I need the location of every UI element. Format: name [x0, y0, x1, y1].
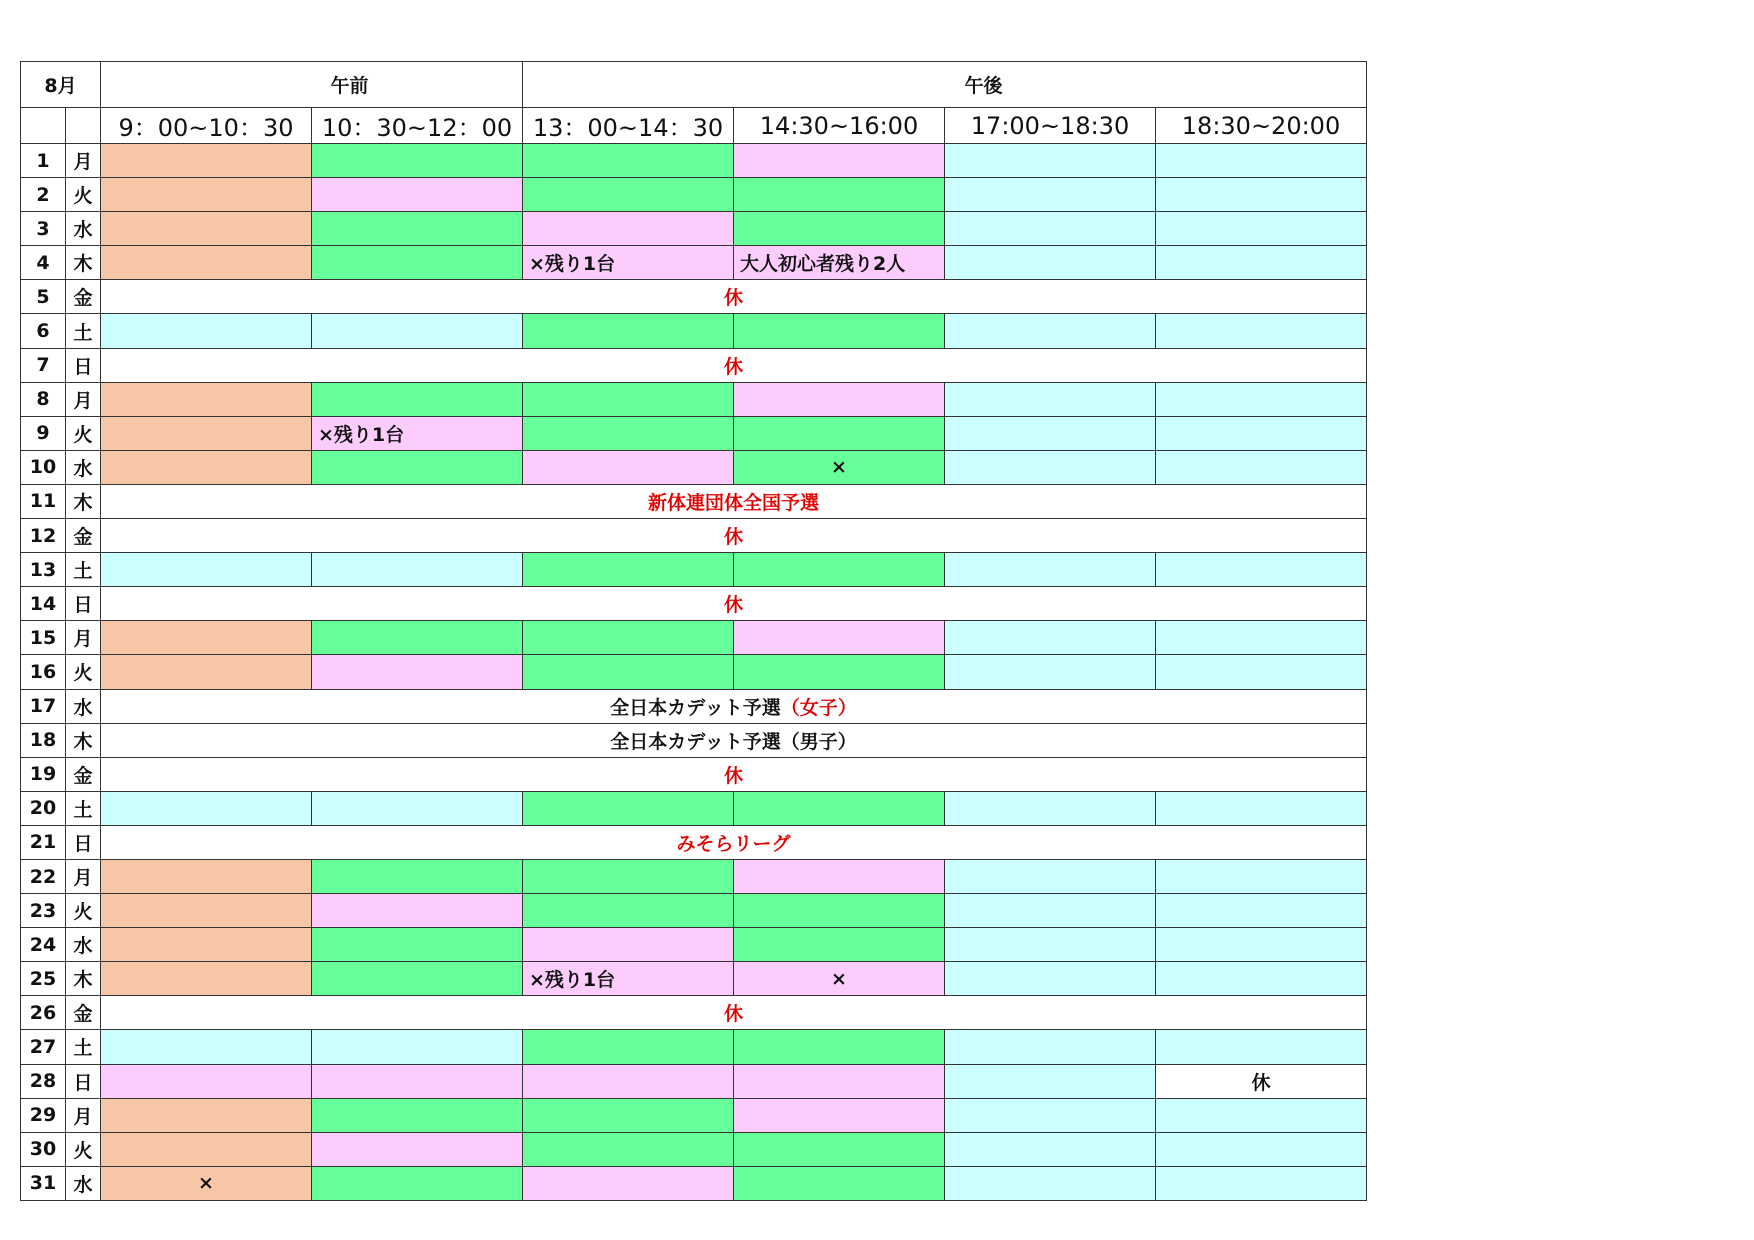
slot-cell	[523, 1098, 734, 1132]
slot-cell	[734, 144, 945, 178]
slot-cell	[523, 1166, 734, 1200]
slot-cell	[734, 416, 945, 450]
slot-cell	[1156, 178, 1367, 212]
day-row	[21, 1064, 1367, 1098]
weekday: 木	[66, 246, 101, 280]
slot-cell	[945, 1030, 1156, 1064]
slot-cell	[734, 1030, 945, 1064]
day-number: 3	[21, 212, 66, 246]
slot-cell	[945, 791, 1156, 825]
day-row	[21, 962, 1367, 996]
slot-cell	[523, 382, 734, 416]
slot-cell	[945, 1132, 1156, 1166]
day-note-text: 全日本カデット予選（男子）	[610, 730, 857, 753]
day-row	[21, 1098, 1367, 1132]
slot-cell	[945, 859, 1156, 893]
day-number: 23	[21, 894, 66, 928]
weekday: 月	[66, 621, 101, 655]
slot-cell	[312, 655, 523, 689]
slot-cell	[312, 144, 523, 178]
day-note	[101, 348, 1367, 382]
day-number: 22	[21, 859, 66, 893]
weekday: 月	[66, 144, 101, 178]
day-number: 1	[21, 144, 66, 178]
slot-cell	[523, 655, 734, 689]
slot-cell	[1156, 553, 1367, 587]
time-slot-header: 17:00~18:30	[945, 108, 1156, 144]
day-number: 28	[21, 1064, 66, 1098]
day-number: 15	[21, 621, 66, 655]
slot-cell	[312, 1166, 523, 1200]
slot-cell	[1156, 962, 1367, 996]
slot-cell	[523, 416, 734, 450]
slot-cell	[523, 144, 734, 178]
slot-cell	[523, 791, 734, 825]
day-row	[21, 655, 1367, 689]
slot-cell	[734, 791, 945, 825]
day-row	[21, 416, 1367, 450]
slot-cell	[1156, 1098, 1367, 1132]
slot-cell	[734, 1166, 945, 1200]
day-number: 11	[21, 484, 66, 518]
slot-cell	[945, 416, 1156, 450]
slot-cell	[945, 621, 1156, 655]
day-note	[101, 996, 1367, 1030]
slot-cell	[734, 894, 945, 928]
slot-cell	[101, 859, 312, 893]
slot-cell	[734, 859, 945, 893]
day-note-text: 新体連団体全国予選	[647, 491, 819, 514]
slot-cell	[1156, 791, 1367, 825]
slot-cell: ×	[734, 962, 945, 996]
day-row	[21, 484, 1367, 518]
slot-cell: ×残り1台	[523, 962, 734, 996]
time-slot-header-row	[21, 108, 1367, 144]
day-row	[21, 1030, 1367, 1064]
slot-cell	[734, 382, 945, 416]
day-note	[101, 484, 1367, 518]
slot-cell	[523, 1064, 734, 1098]
slot-cell	[312, 553, 523, 587]
slot-cell	[1156, 655, 1367, 689]
slot-cell	[1156, 212, 1367, 246]
slot-cell	[1156, 928, 1367, 962]
slot-cell	[101, 212, 312, 246]
slot-cell: 休	[1156, 1064, 1367, 1098]
slot-cell	[312, 621, 523, 655]
weekday: 水	[66, 212, 101, 246]
day-row	[21, 314, 1367, 348]
weekday: 日	[66, 587, 101, 621]
weekday: 水	[66, 450, 101, 484]
day-number: 9	[21, 416, 66, 450]
slot-cell	[312, 246, 523, 280]
day-number: 16	[21, 655, 66, 689]
slot-cell	[734, 1064, 945, 1098]
slot-cell	[312, 928, 523, 962]
weekday: 月	[66, 382, 101, 416]
day-number: 27	[21, 1030, 66, 1064]
day-number: 13	[21, 553, 66, 587]
slot-cell	[734, 178, 945, 212]
time-slot-header: 10：30~12：00	[312, 108, 523, 144]
time-slot-header: 18:30~20:00	[1156, 108, 1367, 144]
weekday: 日	[66, 825, 101, 859]
am-label: 午前	[101, 62, 523, 108]
day-number: 6	[21, 314, 66, 348]
slot-cell	[945, 655, 1156, 689]
slot-cell: 大人初心者残り2人	[734, 246, 945, 280]
day-row	[21, 825, 1367, 859]
slot-cell	[734, 621, 945, 655]
day-row	[21, 996, 1367, 1030]
day-number: 8	[21, 382, 66, 416]
slot-cell	[1156, 246, 1367, 280]
day-row	[21, 553, 1367, 587]
day-row	[21, 621, 1367, 655]
slot-cell	[101, 416, 312, 450]
weekday: 水	[66, 1166, 101, 1200]
weekday: 金	[66, 996, 101, 1030]
weekday: 土	[66, 553, 101, 587]
day-row	[21, 1166, 1367, 1200]
day-row	[21, 144, 1367, 178]
day-row	[21, 1132, 1367, 1166]
slot-cell	[101, 894, 312, 928]
date-col-header	[21, 108, 66, 144]
slot-cell	[523, 450, 734, 484]
day-row	[21, 689, 1367, 723]
slot-cell	[523, 894, 734, 928]
slot-cell	[101, 655, 312, 689]
day-row	[21, 348, 1367, 382]
slot-cell	[101, 621, 312, 655]
slot-cell	[1156, 894, 1367, 928]
day-row	[21, 382, 1367, 416]
slot-cell	[1156, 314, 1367, 348]
day-number: 26	[21, 996, 66, 1030]
slot-cell	[945, 382, 1156, 416]
slot-cell	[945, 1064, 1156, 1098]
day-number: 29	[21, 1098, 66, 1132]
slot-cell	[523, 928, 734, 962]
slot-cell	[312, 1098, 523, 1132]
day-number: 17	[21, 689, 66, 723]
day-number: 25	[21, 962, 66, 996]
slot-cell	[945, 178, 1156, 212]
slot-cell	[312, 1064, 523, 1098]
slot-cell	[945, 928, 1156, 962]
slot-cell	[734, 1132, 945, 1166]
slot-cell	[101, 1132, 312, 1166]
slot-cell	[523, 178, 734, 212]
slot-cell	[101, 928, 312, 962]
weekday: 金	[66, 519, 101, 553]
weekday: 土	[66, 791, 101, 825]
slot-cell	[1156, 416, 1367, 450]
day-note	[101, 280, 1367, 314]
weekday: 金	[66, 280, 101, 314]
slot-cell	[312, 382, 523, 416]
day-number: 18	[21, 723, 66, 757]
schedule-table	[20, 61, 1367, 1201]
day-row	[21, 519, 1367, 553]
slot-cell	[523, 212, 734, 246]
slot-cell	[945, 314, 1156, 348]
weekday: 金	[66, 757, 101, 791]
day-number: 31	[21, 1166, 66, 1200]
slot-cell	[1156, 621, 1367, 655]
slot-cell	[312, 791, 523, 825]
day-note	[101, 689, 1367, 723]
weekday-col-header	[66, 108, 101, 144]
slot-cell	[734, 928, 945, 962]
slot-cell	[101, 1030, 312, 1064]
weekday: 火	[66, 178, 101, 212]
slot-cell	[734, 655, 945, 689]
day-number: 20	[21, 791, 66, 825]
slot-cell	[945, 212, 1156, 246]
slot-cell: ×	[734, 450, 945, 484]
day-row	[21, 928, 1367, 962]
time-slot-header: 9：00~10：30	[101, 108, 312, 144]
slot-cell	[523, 1030, 734, 1064]
day-note	[101, 825, 1367, 859]
slot-cell	[101, 382, 312, 416]
weekday: 月	[66, 1098, 101, 1132]
day-note-text: 休	[723, 1003, 743, 1026]
weekday: 木	[66, 723, 101, 757]
slot-cell	[1156, 859, 1367, 893]
weekday: 木	[66, 962, 101, 996]
day-number: 5	[21, 280, 66, 314]
weekday: 火	[66, 1132, 101, 1166]
slot-cell	[101, 553, 312, 587]
slot-cell	[312, 314, 523, 348]
slot-cell: ×残り1台	[523, 246, 734, 280]
slot-cell	[734, 1098, 945, 1132]
day-note-text: 休	[723, 526, 743, 549]
time-slot-header: 14:30~16:00	[734, 108, 945, 144]
day-row	[21, 723, 1367, 757]
slot-cell	[101, 1098, 312, 1132]
day-number: 12	[21, 519, 66, 553]
slot-cell	[101, 178, 312, 212]
day-row	[21, 178, 1367, 212]
slot-cell	[1156, 1030, 1367, 1064]
slot-cell	[1156, 144, 1367, 178]
day-row	[21, 859, 1367, 893]
day-note-text: 休	[723, 764, 743, 787]
slot-cell	[101, 450, 312, 484]
slot-cell	[1156, 1132, 1367, 1166]
slot-cell	[312, 962, 523, 996]
day-note-text: 休	[723, 355, 743, 378]
slot-cell	[1156, 450, 1367, 484]
weekday: 火	[66, 655, 101, 689]
day-note	[101, 587, 1367, 621]
weekday: 月	[66, 859, 101, 893]
weekday: 木	[66, 484, 101, 518]
time-slot-header: 13：00~14：30	[523, 108, 734, 144]
slot-cell	[312, 178, 523, 212]
weekday: 日	[66, 1064, 101, 1098]
day-row	[21, 246, 1367, 280]
day-number: 10	[21, 450, 66, 484]
day-number: 14	[21, 587, 66, 621]
slot-cell	[734, 314, 945, 348]
slot-cell	[312, 1030, 523, 1064]
slot-cell	[1156, 1166, 1367, 1200]
weekday: 水	[66, 689, 101, 723]
slot-cell	[101, 246, 312, 280]
day-note-text: 休	[723, 287, 743, 310]
slot-cell: ×	[101, 1166, 312, 1200]
slot-cell	[312, 859, 523, 893]
day-number: 4	[21, 246, 66, 280]
slot-cell	[523, 1132, 734, 1166]
period-header-row	[21, 62, 1367, 108]
slot-cell	[945, 1098, 1156, 1132]
weekday: 日	[66, 348, 101, 382]
day-note	[101, 723, 1367, 757]
weekday: 火	[66, 416, 101, 450]
slot-cell	[945, 962, 1156, 996]
pm-label: 午後	[523, 62, 1367, 108]
weekday: 火	[66, 894, 101, 928]
day-row	[21, 791, 1367, 825]
slot-cell	[101, 791, 312, 825]
day-number: 19	[21, 757, 66, 791]
slot-cell	[945, 1166, 1156, 1200]
day-number: 24	[21, 928, 66, 962]
day-number: 7	[21, 348, 66, 382]
weekday: 土	[66, 314, 101, 348]
day-row	[21, 587, 1367, 621]
day-row	[21, 212, 1367, 246]
slot-cell	[101, 962, 312, 996]
day-row	[21, 450, 1367, 484]
day-note	[101, 519, 1367, 553]
day-number: 30	[21, 1132, 66, 1166]
month-label: 8月	[21, 62, 101, 108]
day-row	[21, 280, 1367, 314]
slot-cell	[523, 859, 734, 893]
day-note-text: 全日本カデット予選	[610, 696, 781, 719]
day-note-text: 休	[723, 594, 743, 617]
slot-cell	[312, 212, 523, 246]
day-row	[21, 894, 1367, 928]
slot-cell	[945, 246, 1156, 280]
slot-cell	[101, 314, 312, 348]
slot-cell	[523, 621, 734, 655]
slot-cell: ×残り1台	[312, 416, 523, 450]
slot-cell	[945, 450, 1156, 484]
day-number: 21	[21, 825, 66, 859]
weekday: 土	[66, 1030, 101, 1064]
day-row	[21, 757, 1367, 791]
slot-cell	[101, 1064, 312, 1098]
slot-cell	[312, 1132, 523, 1166]
slot-cell	[734, 553, 945, 587]
slot-cell	[1156, 382, 1367, 416]
slot-cell	[945, 144, 1156, 178]
slot-cell	[945, 553, 1156, 587]
slot-cell	[312, 450, 523, 484]
slot-cell	[312, 894, 523, 928]
day-note-text: みそらリーグ	[676, 832, 791, 855]
day-number: 2	[21, 178, 66, 212]
slot-cell	[734, 212, 945, 246]
weekday: 水	[66, 928, 101, 962]
day-note	[101, 757, 1367, 791]
slot-cell	[101, 144, 312, 178]
slot-cell	[523, 553, 734, 587]
day-note-suffix: （女子）	[780, 696, 857, 719]
slot-cell	[945, 894, 1156, 928]
slot-cell	[523, 314, 734, 348]
